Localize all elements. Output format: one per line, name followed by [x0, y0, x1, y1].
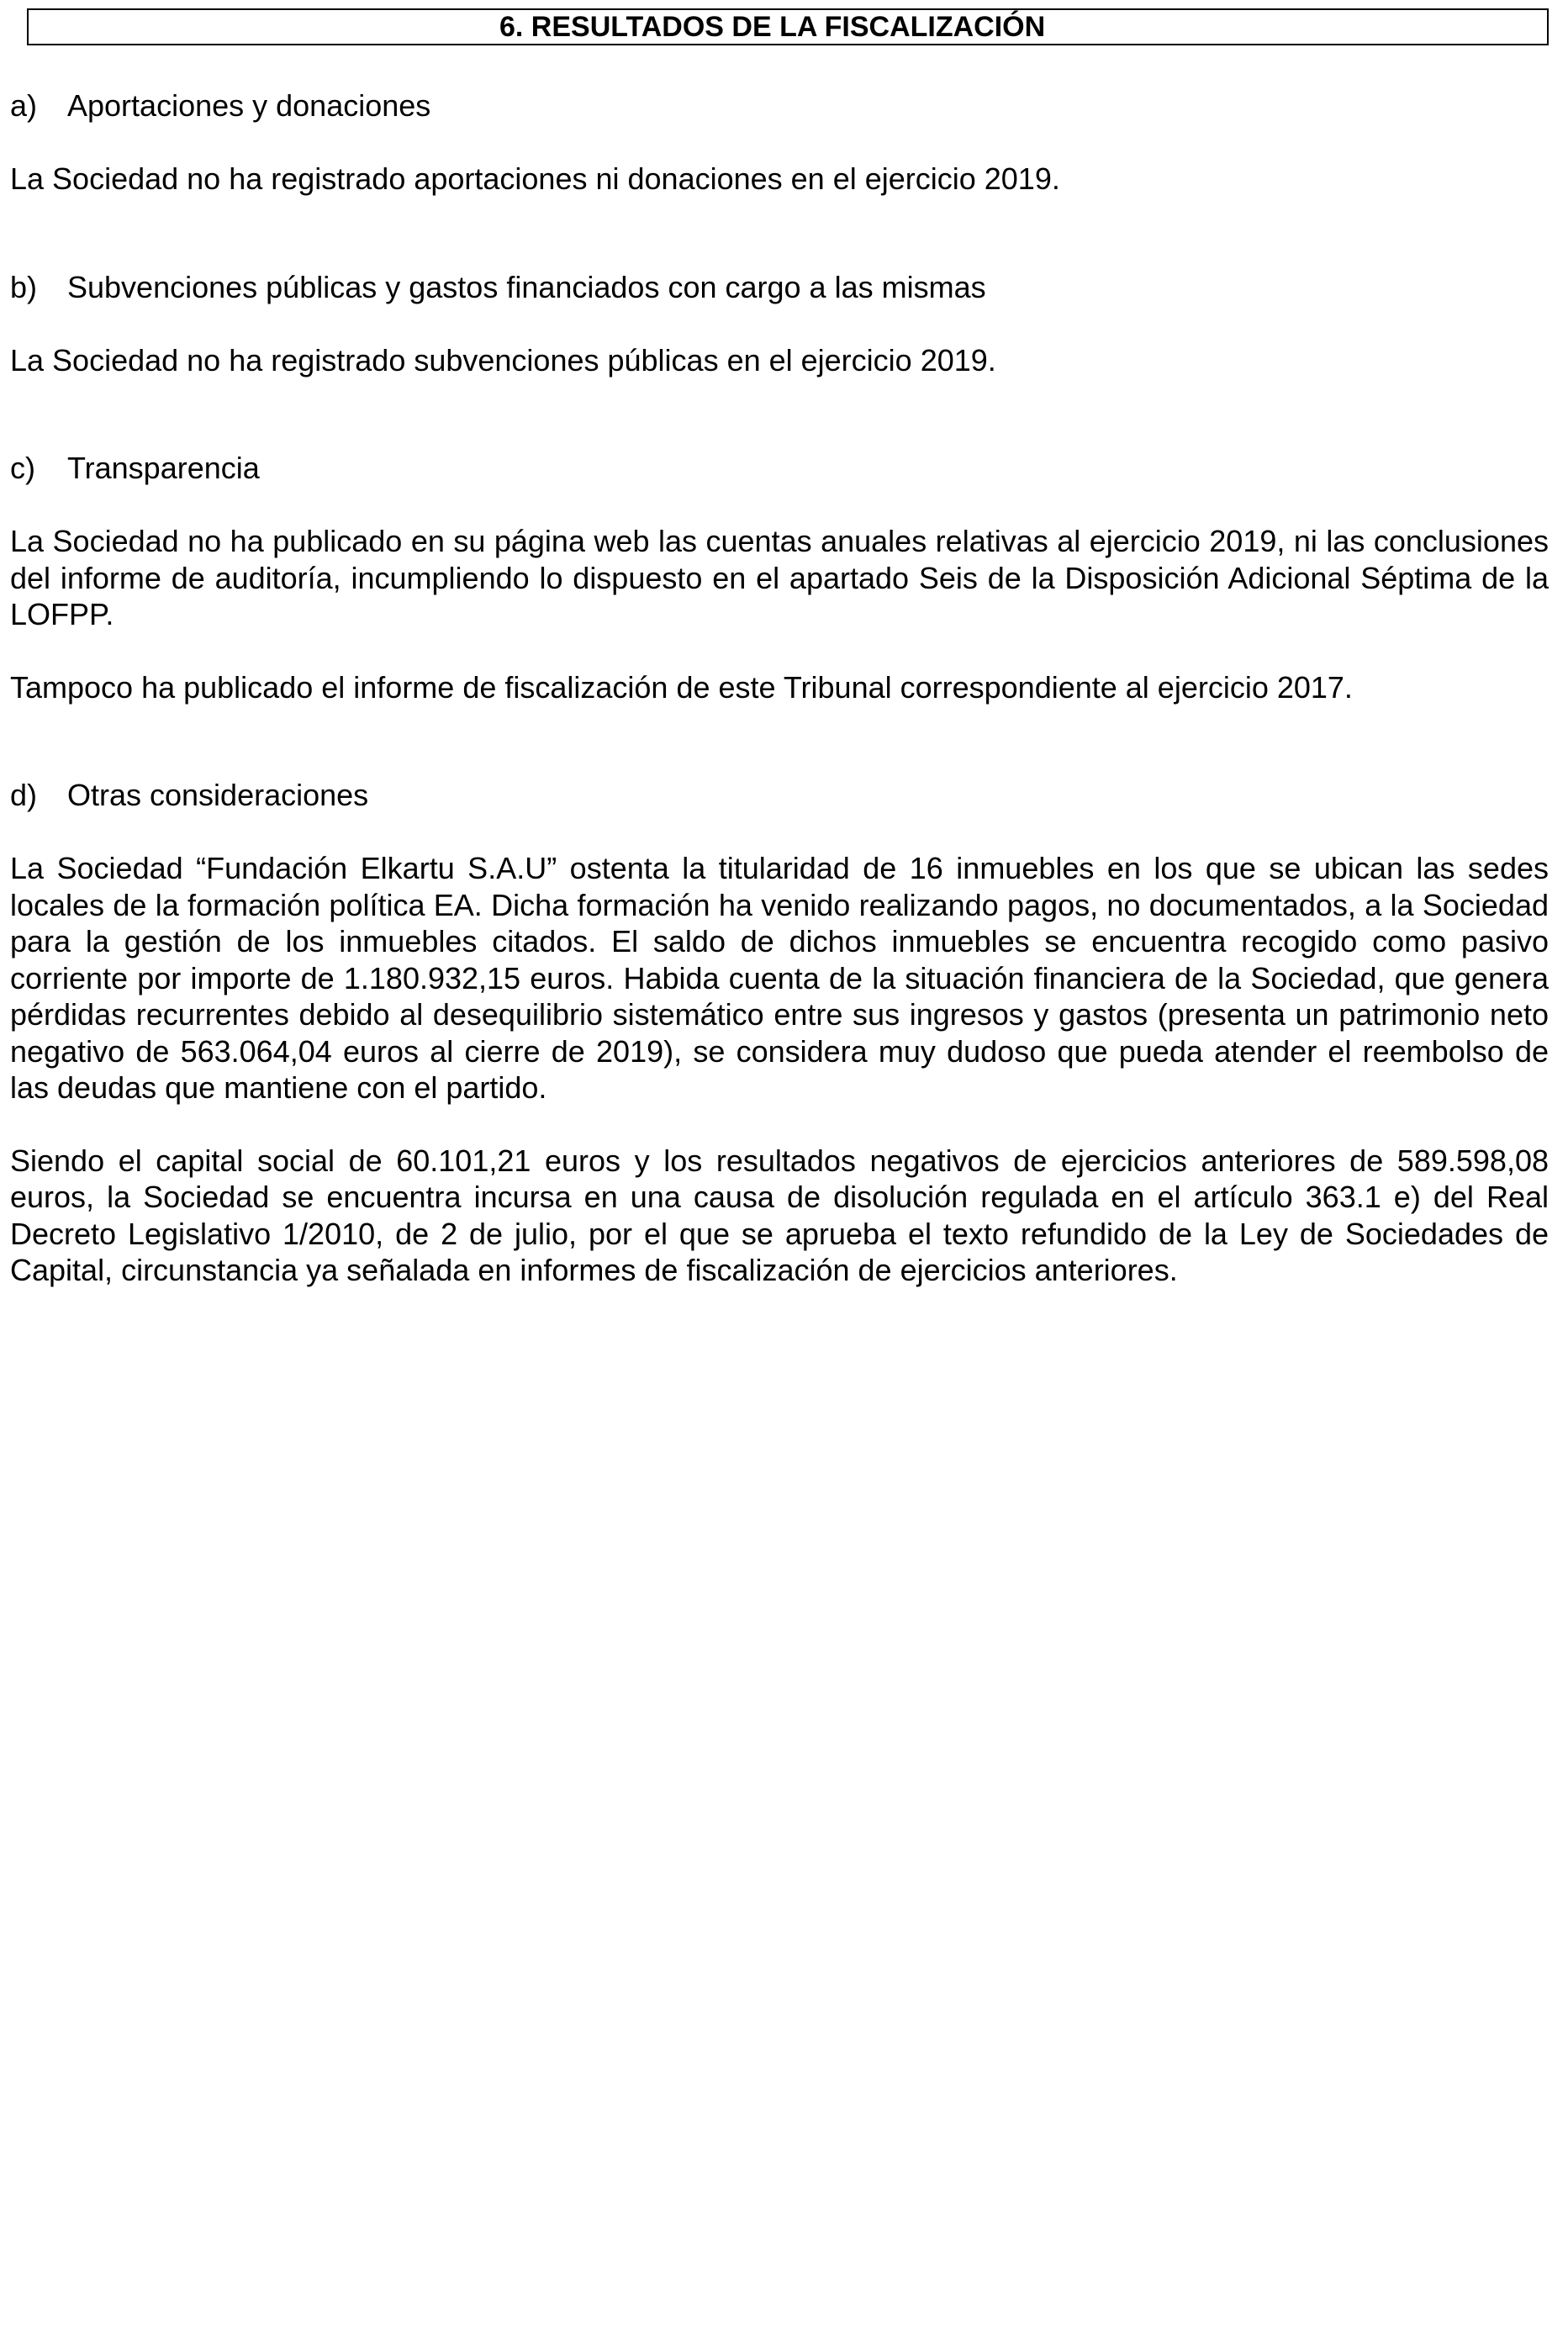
subsection-a: [10, 87, 1549, 198]
subsection-letter: b): [10, 269, 38, 304]
paragraph: Siendo el capital social de 60.101,21 euros y los resultados negativos de ejercicios anteriores de 589.598,08 euros, la Sociedad se encuentra incursa en una causa de disolución regulada en el artículo 363.1 e) del Real Decreto Legislativo 1/2010, de 2 de julio, por el que se aprueba el texto refundido de la Ley de Sociedades de Capital, circunstancia ya señalada en informes de fiscalización de ejercicios anteriores.: [10, 1143, 1549, 1287]
subsection-b: [10, 269, 1549, 379]
document-page: [10, 8, 1549, 1289]
paragraph: La Sociedad no ha registrado subvenciones públicas en el ejercicio 2019.: [10, 342, 996, 378]
paragraph: La Sociedad no ha registrado aportaciones ni donaciones en el ejercicio 2019.: [10, 161, 1060, 196]
section-title-box: [27, 8, 1549, 45]
paragraph: La Sociedad no ha publicado en su página web las cuentas anuales relativas al ejercicio 2019, ni las conclusiones del informe de auditoría, incumpliendo lo dispuesto en el apartado Seis de la Disposición Adicional Séptima de la LOFPP.: [10, 524, 1549, 631]
section-title: 6. RESULTADOS DE LA FISCALIZACIÓN: [499, 11, 1046, 43]
subsection-letter: a): [10, 88, 38, 123]
subsection-title: Otras consideraciones: [67, 778, 369, 812]
subsection-title: Aportaciones y donaciones: [67, 88, 431, 123]
subsection-title: Subvenciones públicas y gastos financiados con cargo a las mismas: [67, 269, 986, 304]
subsection-heading: [10, 87, 1549, 124]
subsection-title: Transparencia: [67, 451, 260, 485]
subsection-d: [10, 777, 1549, 1289]
subsection-letter: c): [10, 451, 35, 485]
subsection-c: [10, 450, 1549, 705]
paragraph: La Sociedad “Fundación Elkartu S.A.U” ostenta la titularidad de 16 inmuebles en los que se ubican las sedes locales de la formación política EA. Dicha formación ha venido realizando pagos, no documentados, a la Sociedad para la gestión de los inmuebles citados. El saldo de dichos inmuebles se encuentra recogido como pasivo corriente por importe de 1.180.932,15 euros. Habida cuenta de la situación financiera de la Sociedad, que genera pérdidas recurrentes debido al desequilibrio sistemático entre sus ingresos y gastos (presenta un patrimonio neto negativo de 563.064,04 euros al cierre de 2019), se considera muy dudoso que pueda atender el reembolso de las deudas que mantiene con el partido.: [10, 851, 1549, 1105]
subsection-letter: d): [10, 778, 38, 812]
paragraph: Tampoco ha publicado el informe de fiscalización de este Tribunal correspondiente al ejercicio 2017.: [10, 669, 1353, 705]
subsection-heading: [10, 777, 1549, 814]
subsection-heading: [10, 450, 1549, 487]
subsection-heading: [10, 269, 1549, 306]
